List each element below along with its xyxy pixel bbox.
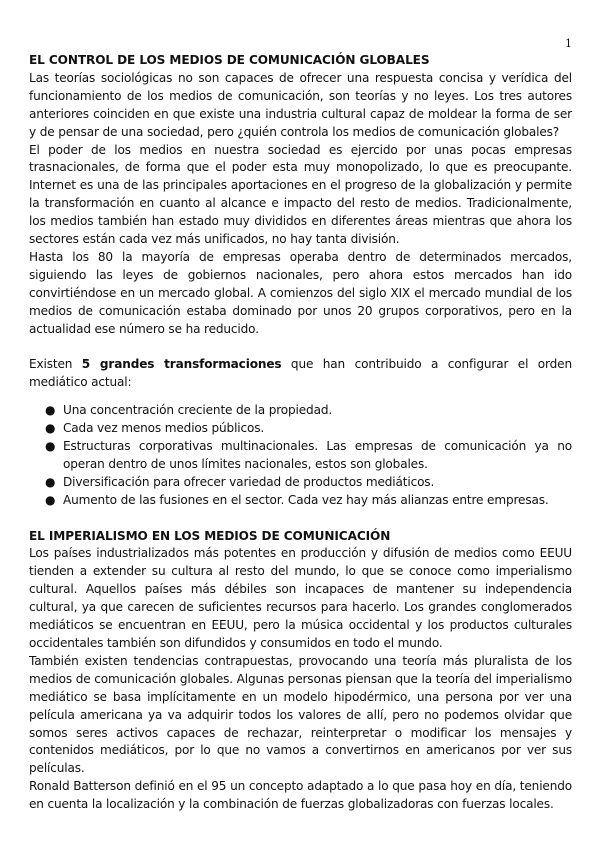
intro-text: Existen xyxy=(29,357,82,372)
list-item-text: Diversificación para ofrecer variedad de productos mediáticos. xyxy=(63,474,435,489)
intro-text-end: que han contribuido a configurar el orden mediático actual: xyxy=(29,357,572,390)
section-heading-control: EL CONTROL DE LOS MEDIOS DE COMUNICACIÓN GLOBALES xyxy=(29,53,430,67)
bullet-icon: ● xyxy=(45,403,56,418)
spacer xyxy=(29,339,572,357)
transformations-intro xyxy=(29,356,572,392)
bullet-icon: ● xyxy=(45,421,56,436)
list-item xyxy=(29,492,572,510)
list-item xyxy=(29,420,572,438)
paragraph: El poder de los medios en nuestra sociedad es ejercido por unas pocas empresas trasnacionales, de forma que el poder esta muy monopolizado, lo que es preocupante. Internet es una de las principales aportaciones en el progreso de la globalización y permite la transformación en cuanto al alcance e impacto del resto de medios. Tradicionalmente, los medios también han estado muy divididos en diferentes áreas mientras que ahora los sectores están cada vez más unificados, no hay tanta división. xyxy=(29,142,572,247)
paragraph: Hasta los 80 la mayoría de empresas operaba dentro de determinados mercados, siguiendo las leyes de gobiernos nacionales, pero ahora estos mercados han ido convirtiéndose en un mercado global. A comienzos del siglo XIX el mercado mundial de los medios de comunicación estaba dominado por unos 20 grupos corporativos, pero en la actualidad ese número se ha reducido. xyxy=(29,249,572,336)
section-heading-imperialism: EL IMPERIALISMO EN LOS MEDIOS DE COMUNICACIÓN xyxy=(29,528,391,543)
bullet-icon: ● xyxy=(45,492,56,507)
paragraph: También existen tendencias contrapuestas, provocando una teoría más pluralista de los medios de comunicación globales. Algunas personas piensan que la teoría del imperialismo mediático se basa implícitamente en un modelo hipodérmico, una persona por ver una película americana ya va adquirir todos los valores de allí, pero no podemos olvidar que somos seres activos capaces de rechazar, reinterpretar o modificar los mensajes y contenidos mediáticos, por lo que no vamos a convertirnos en americanos por ver sus películas. xyxy=(29,653,572,776)
intro-emphasis: 5 grandes transformaciones xyxy=(81,357,282,372)
paragraph: Las teorías sociológicas no son capaces de ofrecer una respuesta concisa y verídica del funcionamiento de los medios de comunicación, son teorías y no leyes. Los tres autores anteriores coinciden en que existe una industria cultural capaz de moldear la forma de ser y de pensar de una sociedad, pero ¿quién controla los medios de comunicación globales? xyxy=(29,70,572,139)
list-item-text: Una concentración creciente de la propiedad. xyxy=(63,403,333,418)
spacer xyxy=(29,510,572,528)
page-number: 1 xyxy=(565,37,572,50)
spacer xyxy=(29,392,572,402)
list-item xyxy=(29,474,572,492)
document-body xyxy=(29,52,572,814)
list-item xyxy=(29,438,572,474)
list-item xyxy=(29,402,572,420)
paragraph: Ronald Batterson definió en el 95 un concepto adaptado a lo que pasa hoy en día, teniendo en cuenta la localización y la combinación de fuerzas globalizadoras con fuerzas locales. xyxy=(29,779,572,812)
list-item-text: Aumento de las fusiones en el sector. Cada vez hay más alianzas entre empresas. xyxy=(63,492,549,507)
list-item-text: Cada vez menos medios públicos. xyxy=(63,421,265,436)
list-item-text: Estructuras corporativas multinacionales. Las empresas de comunicación ya no operan dentro de unos límites nacionales, estos son globales. xyxy=(63,439,572,471)
bullet-icon: ● xyxy=(45,439,56,454)
transformations-list xyxy=(29,402,572,509)
bullet-icon: ● xyxy=(45,474,56,489)
paragraph: Los países industrializados más potentes en producción y difusión de medios como EEUU tienden a extender su cultura al resto del mundo, lo que se conoce como imperialismo cultural. Aquellos países más débiles son incapaces de mantener su independencia cultural, ya que carecen de suficientes recursos para hacerlo. Los grandes conglomerados mediáticos se encuentran en EEUU, pero la música occidental y los productos culturales occidentales también son difundidos y consumidos en todo el mundo. xyxy=(29,546,572,650)
